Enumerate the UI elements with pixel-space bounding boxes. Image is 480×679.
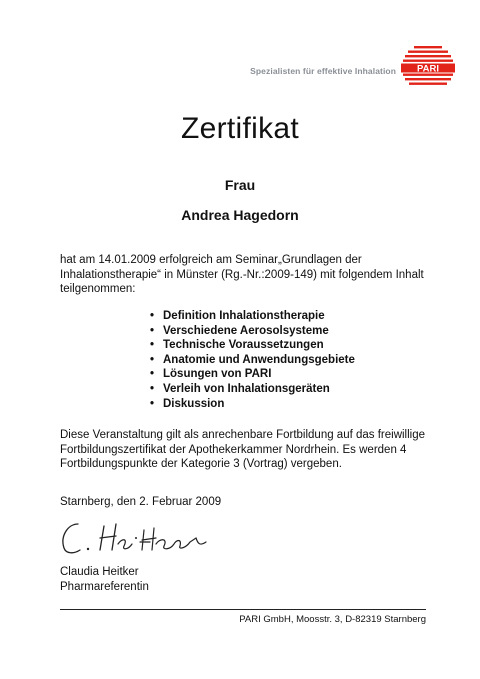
list-item: • Anatomie und Anwendungsgebiete	[150, 353, 355, 368]
brand-header	[236, 44, 456, 88]
intro-paragraph: hat am 14.01.2009 erfolgreich am Seminar„Grundlagen der Inhalationstherapie“ in Münster (Rg.-Nr.:2009-149) mit folgendem Inhalt teilgenommen:	[60, 254, 424, 295]
signature	[56, 516, 216, 560]
signer-name: Claudia Heitker	[60, 566, 139, 578]
logo-text: PARI	[417, 63, 439, 75]
topic-list	[150, 309, 355, 411]
recipient-name: Andrea Hagedorn	[181, 207, 299, 223]
list-item: • Technische Voraussetzungen	[150, 338, 355, 353]
footer-divider	[60, 609, 426, 610]
certificate-title: Zertifikat	[180, 112, 300, 145]
list-item: • Verleih von Inhalationsgeräten	[150, 382, 355, 397]
brand-tagline: Spezialisten für effektive Inhalation	[250, 66, 396, 76]
pari-logo-icon	[400, 44, 456, 88]
salutation: Frau	[224, 177, 256, 193]
closing-paragraph: Diese Veranstaltung gilt als anrechenbare Fortbildung auf das freiwillige Fortbildungszertifikat der Apothekerkammer Nordrhein. Es werden 4 Fortbildungspunkte der Kategorie 3 (Vortrag) vergeben.	[60, 429, 426, 470]
footer-address: PARI GmbH, Moosstr. 3, D-82319 Starnberg	[239, 614, 426, 625]
list-item: • Diskussion	[150, 397, 355, 412]
list-item: • Definition Inhalationstherapie	[150, 309, 355, 324]
signer-role: Pharmareferentin	[60, 581, 149, 593]
place-date: Starnberg, den 2. Februar 2009	[60, 496, 222, 508]
list-item: • Verschiedene Aerosolsysteme	[150, 324, 355, 339]
list-item: • Lösungen von PARI	[150, 367, 355, 382]
